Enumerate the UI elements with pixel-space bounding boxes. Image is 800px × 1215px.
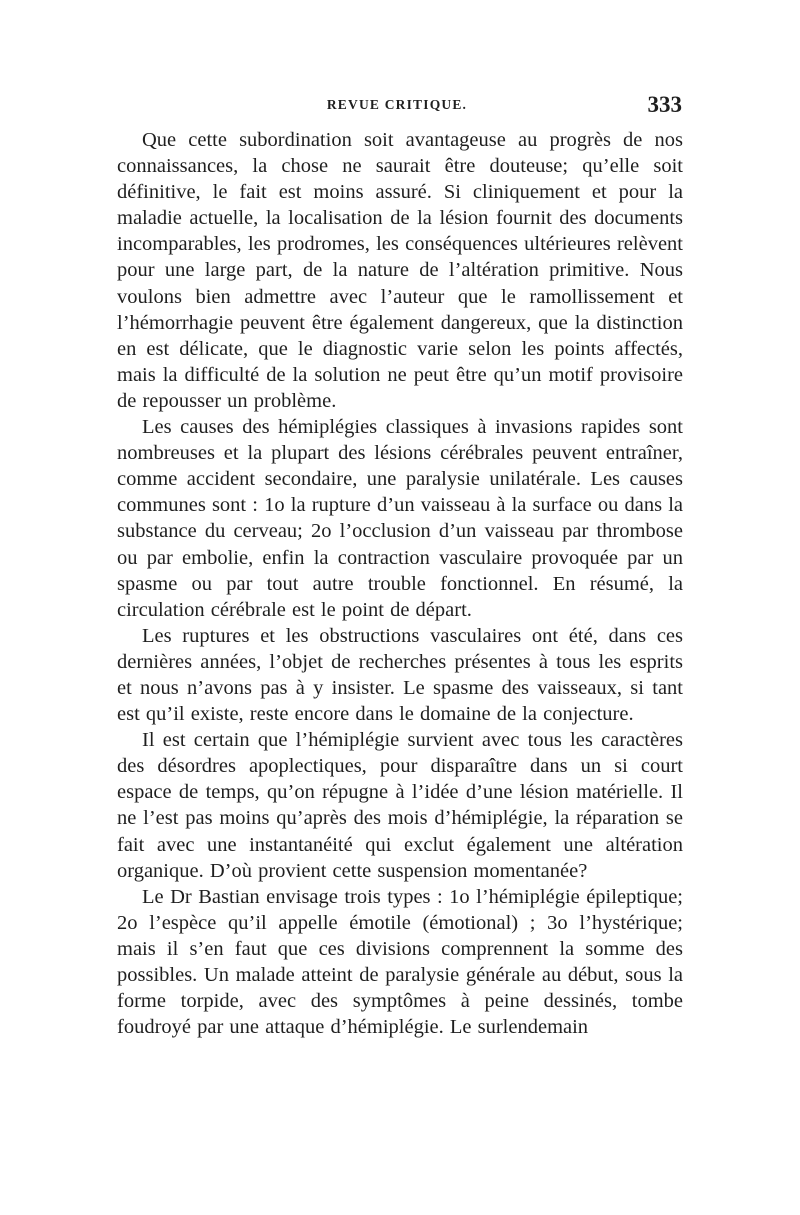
running-title: REVUE CRITIQUE. <box>326 97 468 112</box>
paragraph: Il est certain que l’hémiplégie survient avec tous les caractères des désordres apoplectiques, pour disparaître dans un si court espace de temps, qu’on répugne à l’idée d’une lésion matérielle. Il ne l’est pas moins qu’après des mois d’hémiplégie, la réparation se fait avec une instantanéité qui exclut également une altération organique. D’où provient cette suspension momentanée? <box>117 729 683 882</box>
running-head <box>112 92 682 127</box>
page-number: 333 <box>647 92 682 117</box>
paragraph: Les causes des hémiplégies classiques à invasions rapides sont nombreuses et la plupart des lésions cérébrales peuvent entraîner, comme accident secondaire, une paralysie unilatérale. Les causes communes sont : 1o la rupture d’un vaisseau à la surface ou dans la substance du cerveau; 2o l’occlusion d’un vaisseau par thrombose ou par embolie, enfin la contraction vasculaire provoquée par un spasme ou par tout autre trouble fonctionnel. En résumé, la circulation cérébrale est le point de départ. <box>117 416 683 621</box>
paragraph: Les ruptures et les obstructions vasculaires ont été, dans ces dernières années, l’objet de recherches présentes à tous les esprits et nous n’avons pas à y insister. Le spasme des vaisseaux, si tant est qu’il existe, reste encore dans le domaine de la conjecture. <box>117 624 683 726</box>
body-text <box>117 127 683 1040</box>
paragraph: Que cette subordination soit avantageuse au progrès de nos connaissances, la chose ne saurait être douteuse; qu’elle soit définitive, le fait est moins assuré. Si cliniquement et pour la maladie actuelle, la localisation de la lésion fournit des documents incomparables, les prodromes, les conséquences ultérieures relèvent pour une large part, de la nature de l’altération primitive. Nous voulons bien admettre avec l’auteur que le ramollissement et l’hémorrhagie peuvent être également dangereux, que la distinction en est délicate, que le diagnostic varie selon les points affectés, mais la difficulté de la solution ne peut être qu’un motif provisoire de repousser un problème. <box>117 129 683 412</box>
paragraph: Le Dr Bastian envisage trois types : 1o l’hémiplégie épileptique; 2o l’espèce qu’il appelle émotile (émotional) ; 3o l’hystérique; mais il s’en faut que ces divisions comprennent la somme des possibles. Un malade atteint de paralysie générale au début, sous la forme torpide, avec des symptômes à peine dessinés, tombe foudroyé par une attaque d’hémiplégie. Le surlendemain <box>117 885 683 1039</box>
